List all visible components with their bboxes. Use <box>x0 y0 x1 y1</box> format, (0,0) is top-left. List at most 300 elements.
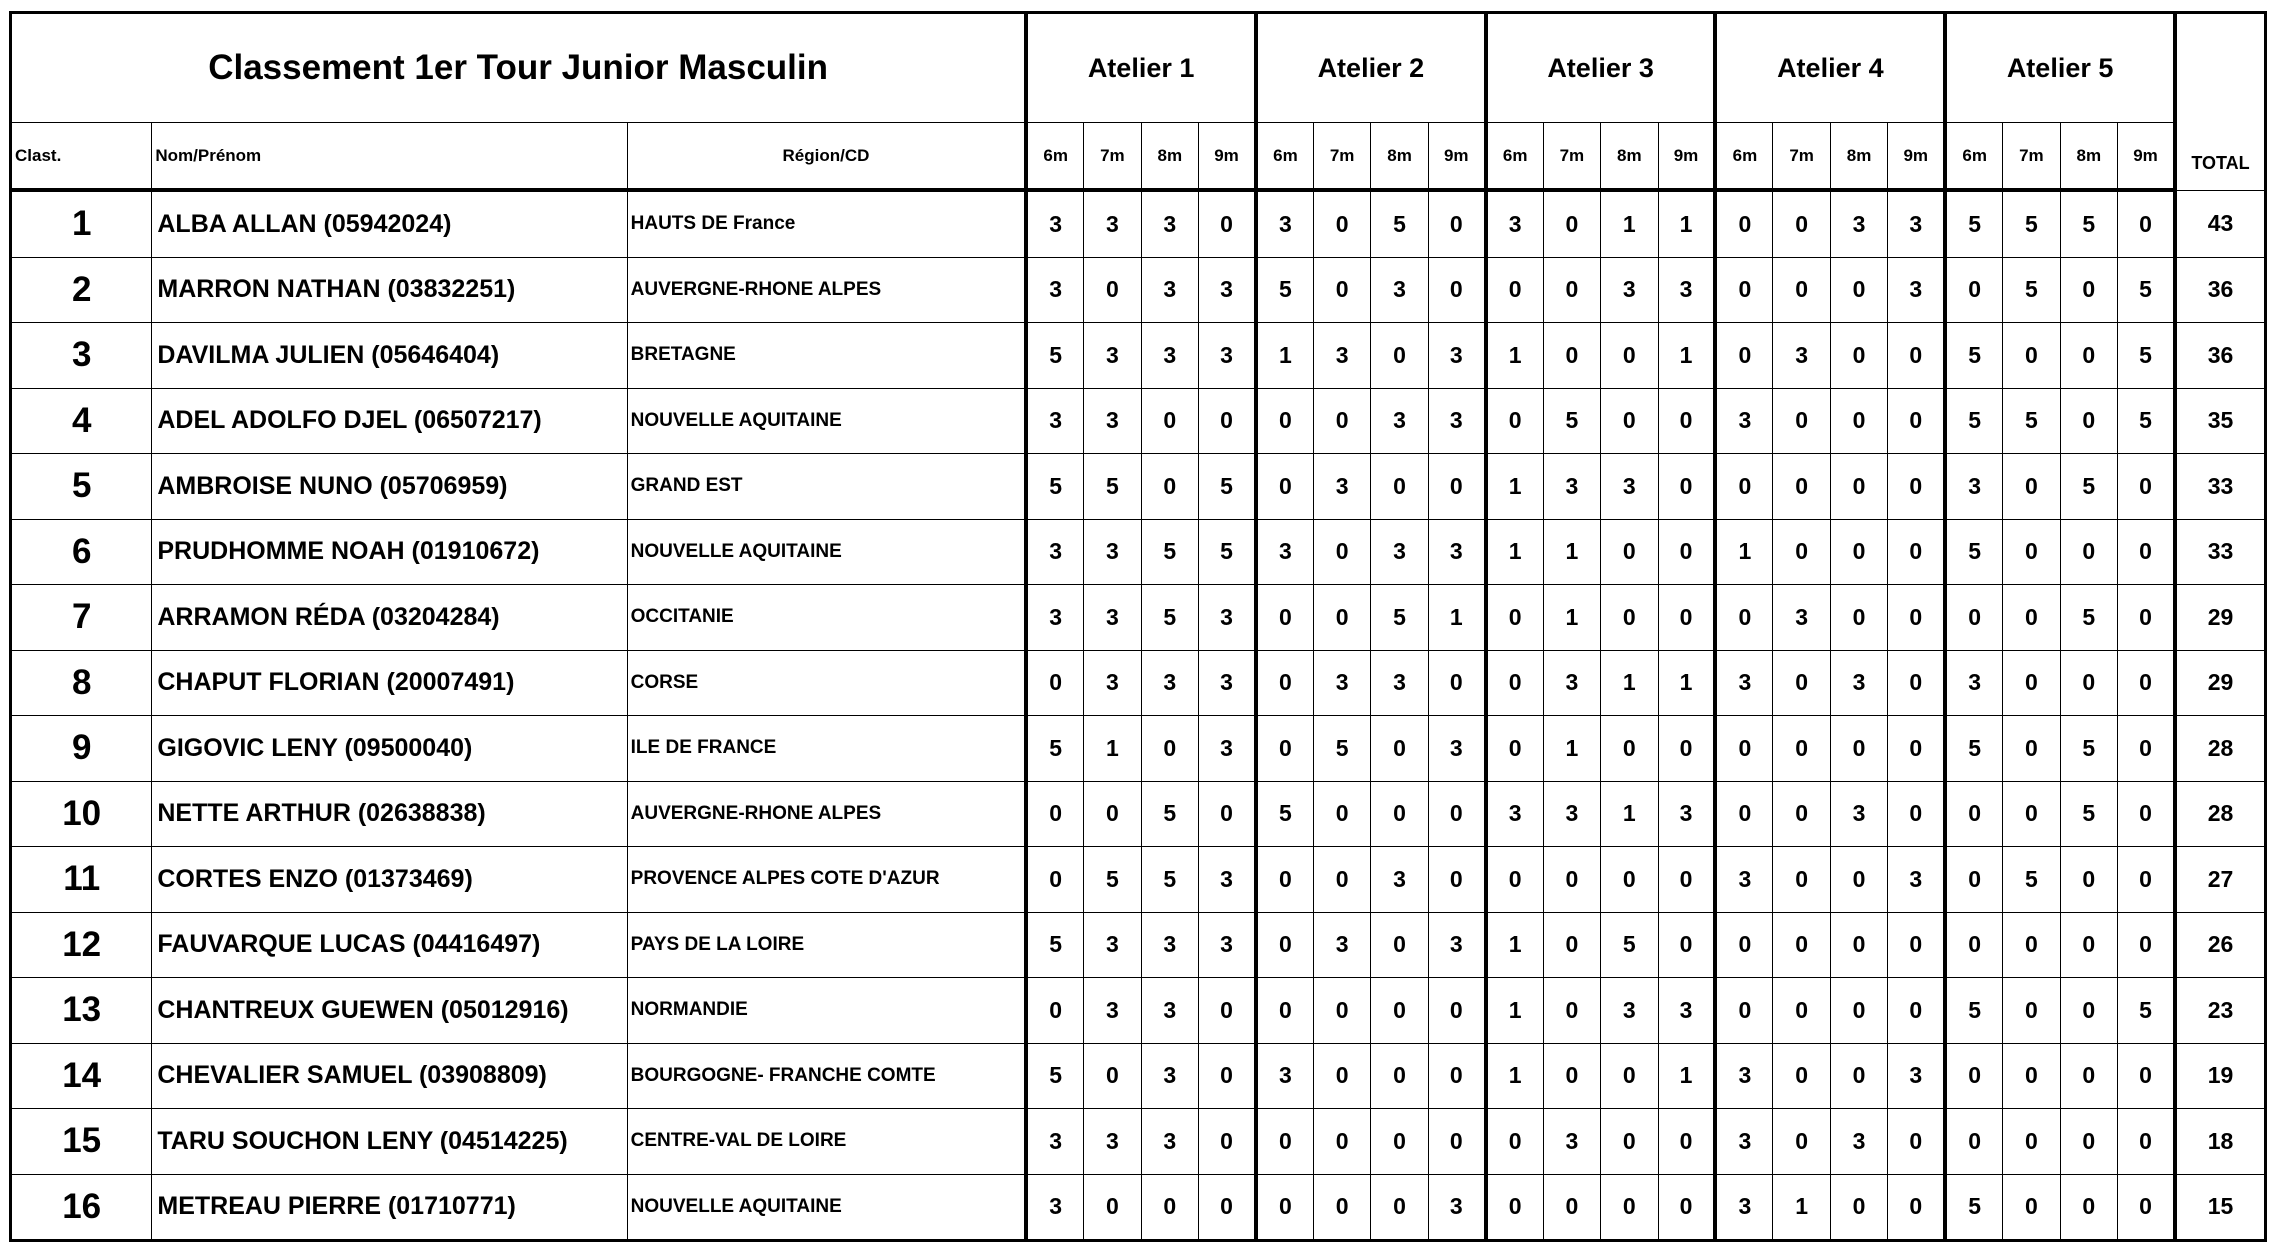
score-cell: 3 <box>1486 781 1543 847</box>
score-cell: 5 <box>2060 716 2117 782</box>
table-row <box>11 1174 2266 1241</box>
score-cell: 0 <box>1486 1109 1543 1175</box>
score-cell: 3 <box>1141 912 1198 978</box>
score-cell: 0 <box>1486 847 1543 913</box>
total-cell: 36 <box>2175 257 2266 323</box>
ranking-body <box>11 190 2266 1241</box>
table-row <box>11 190 2266 257</box>
score-cell: 3 <box>1715 1109 1772 1175</box>
score-cell: 0 <box>1084 1043 1141 1109</box>
score-cell: 1 <box>1543 585 1600 651</box>
score-cell: 3 <box>1141 190 1198 257</box>
athlete-name: MARRON NATHAN (03832251) <box>152 257 627 323</box>
total-cell: 29 <box>2175 650 2266 716</box>
score-cell: 3 <box>1888 190 1945 257</box>
region-cell: ILE DE FRANCE <box>627 716 1026 782</box>
ranking-table <box>9 11 2267 1242</box>
total-header: TOTAL <box>2175 13 2266 191</box>
score-cell: 3 <box>1371 257 1428 323</box>
score-cell: 0 <box>1256 716 1313 782</box>
score-cell: 3 <box>1199 585 1256 651</box>
score-cell: 0 <box>1026 978 1083 1044</box>
score-cell: 3 <box>1371 847 1428 913</box>
score-cell: 0 <box>1313 978 1370 1044</box>
distance-header: 7m <box>1773 123 1830 191</box>
score-cell: 3 <box>1773 323 1830 389</box>
score-cell: 0 <box>1199 1043 1256 1109</box>
distance-header: 9m <box>1199 123 1256 191</box>
region-cell: OCCITANIE <box>627 585 1026 651</box>
athlete-name: PRUDHOMME NOAH (01910672) <box>152 519 627 585</box>
distance-header: 9m <box>1428 123 1485 191</box>
region-cell: BRETAGNE <box>627 323 1026 389</box>
score-cell: 3 <box>1428 912 1485 978</box>
score-cell: 3 <box>1084 519 1141 585</box>
table-row <box>11 978 2266 1044</box>
score-cell: 1 <box>1773 1174 1830 1241</box>
score-cell: 0 <box>1888 650 1945 716</box>
score-cell: 0 <box>1773 1043 1830 1109</box>
score-cell: 0 <box>1773 1109 1830 1175</box>
rank-cell: 13 <box>11 978 152 1044</box>
score-cell: 3 <box>1084 1109 1141 1175</box>
rank-cell: 6 <box>11 519 152 585</box>
score-cell: 0 <box>2060 519 2117 585</box>
score-cell: 5 <box>1543 388 1600 454</box>
total-cell: 28 <box>2175 716 2266 782</box>
score-cell: 0 <box>1658 388 1715 454</box>
score-cell: 0 <box>1658 1174 1715 1241</box>
score-cell: 0 <box>1141 716 1198 782</box>
table-row <box>11 650 2266 716</box>
athlete-name: NETTE ARTHUR (02638838) <box>152 781 627 847</box>
table-row <box>11 388 2266 454</box>
score-cell: 0 <box>1084 1174 1141 1241</box>
score-cell: 0 <box>1601 388 1658 454</box>
rank-cell: 14 <box>11 1043 152 1109</box>
subheader-row <box>11 123 2266 191</box>
region-cell: AUVERGNE-RHONE ALPES <box>627 257 1026 323</box>
score-cell: 0 <box>1256 650 1313 716</box>
score-cell: 1 <box>1428 585 1485 651</box>
score-cell: 0 <box>1830 388 1887 454</box>
score-cell: 5 <box>1945 323 2002 389</box>
athlete-name: METREAU PIERRE (01710771) <box>152 1174 627 1241</box>
distance-header: 8m <box>1371 123 1428 191</box>
score-cell: 1 <box>1715 519 1772 585</box>
score-cell: 0 <box>1428 190 1485 257</box>
score-cell: 0 <box>1658 1109 1715 1175</box>
athlete-name: GIGOVIC LENY (09500040) <box>152 716 627 782</box>
score-cell: 0 <box>1773 978 1830 1044</box>
score-cell: 0 <box>1486 388 1543 454</box>
score-cell: 0 <box>1773 781 1830 847</box>
score-cell: 3 <box>1084 585 1141 651</box>
distance-header: 7m <box>2003 123 2060 191</box>
score-cell: 5 <box>2118 257 2175 323</box>
score-cell: 3 <box>1026 1109 1083 1175</box>
score-cell: 0 <box>1026 781 1083 847</box>
score-cell: 0 <box>1543 257 1600 323</box>
score-cell: 0 <box>1888 388 1945 454</box>
distance-header: 6m <box>1486 123 1543 191</box>
distance-header: 6m <box>1256 123 1313 191</box>
score-cell: 3 <box>1428 1174 1485 1241</box>
score-cell: 0 <box>1601 585 1658 651</box>
score-cell: 3 <box>1428 519 1485 585</box>
score-cell: 3 <box>1084 912 1141 978</box>
score-cell: 5 <box>1141 847 1198 913</box>
score-cell: 3 <box>1141 1043 1198 1109</box>
score-cell: 0 <box>1945 1109 2002 1175</box>
table-row <box>11 257 2266 323</box>
score-cell: 3 <box>1715 847 1772 913</box>
score-cell: 0 <box>1715 257 1772 323</box>
score-cell: 0 <box>1773 257 1830 323</box>
athlete-name: ALBA ALLAN (05942024) <box>152 190 627 257</box>
score-cell: 0 <box>1486 585 1543 651</box>
score-cell: 0 <box>1945 257 2002 323</box>
score-cell: 0 <box>1199 190 1256 257</box>
score-cell: 0 <box>1830 323 1887 389</box>
table-row <box>11 323 2266 389</box>
rank-cell: 11 <box>11 847 152 913</box>
score-cell: 0 <box>1371 978 1428 1044</box>
score-cell: 0 <box>1313 519 1370 585</box>
score-cell: 3 <box>1199 716 1256 782</box>
score-cell: 3 <box>1945 454 2002 520</box>
score-cell: 0 <box>2118 912 2175 978</box>
score-cell: 0 <box>2003 716 2060 782</box>
score-cell: 0 <box>1141 388 1198 454</box>
score-cell: 3 <box>1084 388 1141 454</box>
score-cell: 3 <box>1199 323 1256 389</box>
score-cell: 3 <box>1601 454 1658 520</box>
score-cell: 0 <box>1486 716 1543 782</box>
score-cell: 0 <box>1601 716 1658 782</box>
score-cell: 0 <box>1773 716 1830 782</box>
score-cell: 0 <box>1888 323 1945 389</box>
region-cell: PAYS DE LA LOIRE <box>627 912 1026 978</box>
score-cell: 5 <box>1945 190 2002 257</box>
score-cell: 3 <box>1256 190 1313 257</box>
score-cell: 3 <box>1601 978 1658 1044</box>
score-cell: 1 <box>1658 323 1715 389</box>
score-cell: 0 <box>1543 323 1600 389</box>
score-cell: 0 <box>2003 585 2060 651</box>
score-cell: 0 <box>1830 585 1887 651</box>
score-cell: 0 <box>1371 781 1428 847</box>
total-cell: 19 <box>2175 1043 2266 1109</box>
total-cell: 23 <box>2175 978 2266 1044</box>
total-cell: 28 <box>2175 781 2266 847</box>
score-cell: 3 <box>1313 323 1370 389</box>
score-cell: 0 <box>1888 519 1945 585</box>
total-cell: 15 <box>2175 1174 2266 1241</box>
score-cell: 0 <box>2060 1043 2117 1109</box>
score-cell: 0 <box>1428 978 1485 1044</box>
region-cell: PROVENCE ALPES COTE D'AZUR <box>627 847 1026 913</box>
score-cell: 0 <box>1658 585 1715 651</box>
table-row <box>11 716 2266 782</box>
score-cell: 3 <box>1026 190 1083 257</box>
region-cell: CORSE <box>627 650 1026 716</box>
score-cell: 3 <box>1371 519 1428 585</box>
distance-header: 7m <box>1313 123 1370 191</box>
athlete-name: CHAPUT FLORIAN (20007491) <box>152 650 627 716</box>
score-cell: 0 <box>1888 1109 1945 1175</box>
score-cell: 0 <box>1888 716 1945 782</box>
table-row <box>11 519 2266 585</box>
score-cell: 5 <box>2060 585 2117 651</box>
score-cell: 0 <box>2118 519 2175 585</box>
score-cell: 0 <box>2060 847 2117 913</box>
score-cell: 0 <box>2060 1174 2117 1241</box>
score-cell: 0 <box>1371 912 1428 978</box>
score-cell: 3 <box>1888 257 1945 323</box>
score-cell: 0 <box>1830 716 1887 782</box>
table-row <box>11 847 2266 913</box>
score-cell: 3 <box>1313 912 1370 978</box>
region-cell: NOUVELLE AQUITAINE <box>627 519 1026 585</box>
score-cell: 0 <box>1830 847 1887 913</box>
score-cell: 1 <box>1486 454 1543 520</box>
score-cell: 0 <box>1199 781 1256 847</box>
score-cell: 1 <box>1658 190 1715 257</box>
rank-cell: 10 <box>11 781 152 847</box>
score-cell: 0 <box>1658 847 1715 913</box>
score-cell: 5 <box>1141 519 1198 585</box>
score-cell: 0 <box>1313 585 1370 651</box>
rank-cell: 8 <box>11 650 152 716</box>
score-cell: 5 <box>1945 978 2002 1044</box>
rank-cell: 1 <box>11 190 152 257</box>
score-cell: 0 <box>1773 454 1830 520</box>
rank-column-header: Clast. <box>11 123 152 191</box>
score-cell: 0 <box>1945 847 2002 913</box>
score-cell: 0 <box>1601 519 1658 585</box>
score-cell: 0 <box>1428 781 1485 847</box>
score-cell: 3 <box>1888 847 1945 913</box>
score-cell: 0 <box>2060 388 2117 454</box>
region-cell: NOUVELLE AQUITAINE <box>627 1174 1026 1241</box>
score-cell: 5 <box>2060 190 2117 257</box>
score-cell: 0 <box>1658 716 1715 782</box>
score-cell: 0 <box>1371 1109 1428 1175</box>
score-cell: 0 <box>1486 1174 1543 1241</box>
score-cell: 0 <box>1313 190 1370 257</box>
score-cell: 0 <box>1543 978 1600 1044</box>
athlete-name: CHANTREUX GUEWEN (05012916) <box>152 978 627 1044</box>
score-cell: 0 <box>2118 847 2175 913</box>
score-cell: 3 <box>1313 650 1370 716</box>
region-cell: NORMANDIE <box>627 978 1026 1044</box>
distance-header: 8m <box>1601 123 1658 191</box>
score-cell: 5 <box>2003 190 2060 257</box>
score-cell: 3 <box>1543 1109 1600 1175</box>
score-cell: 3 <box>1026 257 1083 323</box>
score-cell: 0 <box>1256 388 1313 454</box>
athlete-name: CORTES ENZO (01373469) <box>152 847 627 913</box>
score-cell: 0 <box>1945 585 2002 651</box>
score-cell: 3 <box>1543 454 1600 520</box>
score-cell: 0 <box>2003 781 2060 847</box>
score-cell: 1 <box>1486 978 1543 1044</box>
score-cell: 0 <box>1313 1174 1370 1241</box>
score-cell: 5 <box>1026 454 1083 520</box>
score-cell: 5 <box>1084 454 1141 520</box>
score-cell: 0 <box>2060 323 2117 389</box>
score-cell: 5 <box>2118 323 2175 389</box>
score-cell: 3 <box>1945 650 2002 716</box>
score-cell: 0 <box>1199 978 1256 1044</box>
score-cell: 0 <box>1715 454 1772 520</box>
score-cell: 3 <box>1026 519 1083 585</box>
total-cell: 43 <box>2175 190 2266 257</box>
athlete-name: CHEVALIER SAMUEL (03908809) <box>152 1043 627 1109</box>
atelier-1-header: Atelier 1 <box>1026 13 1256 123</box>
region-cell: CENTRE-VAL DE LOIRE <box>627 1109 1026 1175</box>
total-cell: 18 <box>2175 1109 2266 1175</box>
score-cell: 0 <box>1428 1109 1485 1175</box>
athlete-name: TARU SOUCHON LENY (04514225) <box>152 1109 627 1175</box>
score-cell: 0 <box>1313 1043 1370 1109</box>
region-cell: HAUTS DE France <box>627 190 1026 257</box>
score-cell: 0 <box>1830 519 1887 585</box>
rank-cell: 15 <box>11 1109 152 1175</box>
score-cell: 3 <box>1141 650 1198 716</box>
score-cell: 0 <box>1313 1109 1370 1175</box>
score-cell: 0 <box>1773 190 1830 257</box>
score-cell: 0 <box>1773 650 1830 716</box>
score-cell: 0 <box>1026 847 1083 913</box>
score-cell: 3 <box>1830 190 1887 257</box>
distance-header: 9m <box>1888 123 1945 191</box>
score-cell: 0 <box>2118 1109 2175 1175</box>
rank-cell: 7 <box>11 585 152 651</box>
score-cell: 0 <box>1256 1109 1313 1175</box>
score-cell: 5 <box>1371 190 1428 257</box>
score-cell: 0 <box>1888 454 1945 520</box>
score-cell: 3 <box>1428 716 1485 782</box>
atelier-4-header: Atelier 4 <box>1715 13 1945 123</box>
athlete-name: FAUVARQUE LUCAS (04416497) <box>152 912 627 978</box>
score-cell: 5 <box>2118 388 2175 454</box>
region-cell: BOURGOGNE- FRANCHE COMTE <box>627 1043 1026 1109</box>
distance-header: 8m <box>1141 123 1198 191</box>
score-cell: 0 <box>1715 716 1772 782</box>
score-cell: 3 <box>1141 323 1198 389</box>
score-cell: 1 <box>1486 323 1543 389</box>
distance-header: 7m <box>1543 123 1600 191</box>
score-cell: 1 <box>1658 1043 1715 1109</box>
score-cell: 5 <box>1256 781 1313 847</box>
score-cell: 5 <box>1026 1043 1083 1109</box>
score-cell: 3 <box>1256 519 1313 585</box>
score-cell: 0 <box>1830 978 1887 1044</box>
score-cell: 3 <box>1026 585 1083 651</box>
score-cell: 0 <box>2060 650 2117 716</box>
total-cell: 36 <box>2175 323 2266 389</box>
score-cell: 0 <box>1601 323 1658 389</box>
score-cell: 3 <box>1371 388 1428 454</box>
score-cell: 0 <box>1601 1109 1658 1175</box>
score-cell: 0 <box>2003 1174 2060 1241</box>
score-cell: 0 <box>2118 1174 2175 1241</box>
score-cell: 0 <box>2003 650 2060 716</box>
score-cell: 3 <box>1543 781 1600 847</box>
score-cell: 0 <box>2003 454 2060 520</box>
score-cell: 0 <box>1141 1174 1198 1241</box>
score-cell: 5 <box>2003 257 2060 323</box>
athlete-name: DAVILMA JULIEN (05646404) <box>152 323 627 389</box>
score-cell: 0 <box>1371 1043 1428 1109</box>
table-title: Classement 1er Tour Junior Masculin <box>11 13 1027 123</box>
score-cell: 3 <box>1715 388 1772 454</box>
score-cell: 0 <box>1026 650 1083 716</box>
score-cell: 0 <box>1256 847 1313 913</box>
score-cell: 0 <box>1371 323 1428 389</box>
score-cell: 0 <box>1773 847 1830 913</box>
score-cell: 0 <box>2060 1109 2117 1175</box>
score-cell: 0 <box>1313 257 1370 323</box>
total-cell: 27 <box>2175 847 2266 913</box>
score-cell: 0 <box>1715 978 1772 1044</box>
score-cell: 0 <box>1543 912 1600 978</box>
score-cell: 0 <box>2118 190 2175 257</box>
distance-header: 9m <box>1658 123 1715 191</box>
score-cell: 0 <box>2118 781 2175 847</box>
score-cell: 0 <box>1256 978 1313 1044</box>
score-cell: 0 <box>1428 257 1485 323</box>
score-cell: 1 <box>1084 716 1141 782</box>
score-cell: 3 <box>1773 585 1830 651</box>
distance-header: 9m <box>2118 123 2175 191</box>
score-cell: 0 <box>1256 912 1313 978</box>
score-cell: 0 <box>1371 454 1428 520</box>
score-cell: 0 <box>2118 454 2175 520</box>
score-cell: 0 <box>1658 912 1715 978</box>
score-cell: 3 <box>1830 1109 1887 1175</box>
score-cell: 5 <box>1256 257 1313 323</box>
rank-cell: 9 <box>11 716 152 782</box>
score-cell: 0 <box>2118 716 2175 782</box>
score-cell: 5 <box>2060 781 2117 847</box>
score-cell: 0 <box>1945 1043 2002 1109</box>
athlete-name: AMBROISE NUNO (05706959) <box>152 454 627 520</box>
score-cell: 3 <box>1084 650 1141 716</box>
score-cell: 0 <box>1486 650 1543 716</box>
score-cell: 5 <box>1026 323 1083 389</box>
score-cell: 3 <box>1888 1043 1945 1109</box>
score-cell: 5 <box>1141 781 1198 847</box>
score-cell: 3 <box>1658 978 1715 1044</box>
score-cell: 3 <box>1199 847 1256 913</box>
score-cell: 0 <box>2060 257 2117 323</box>
score-cell: 0 <box>1256 585 1313 651</box>
score-cell: 0 <box>1830 454 1887 520</box>
score-cell: 5 <box>1141 585 1198 651</box>
score-cell: 0 <box>1888 978 1945 1044</box>
name-column-header: Nom/Prénom <box>152 123 627 191</box>
score-cell: 5 <box>2003 847 2060 913</box>
total-cell: 26 <box>2175 912 2266 978</box>
score-cell: 5 <box>1084 847 1141 913</box>
score-cell: 5 <box>1945 1174 2002 1241</box>
score-cell: 1 <box>1601 650 1658 716</box>
rank-cell: 2 <box>11 257 152 323</box>
score-cell: 0 <box>1830 912 1887 978</box>
